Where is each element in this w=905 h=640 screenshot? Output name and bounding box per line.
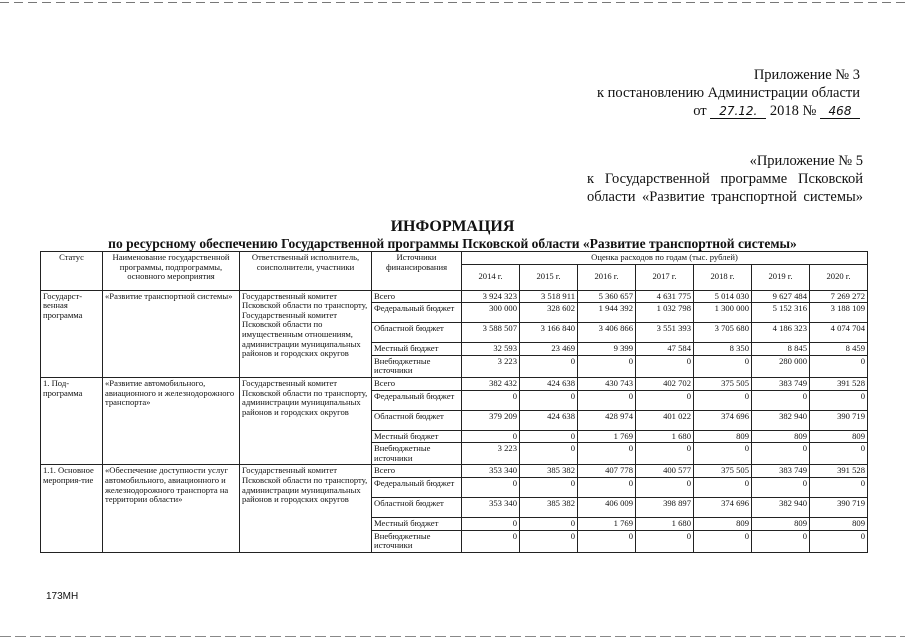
value-cell: 407 778 [578,465,636,478]
value-cell: 0 [694,530,752,552]
value-cell: 9 627 484 [752,290,810,303]
value-cell: 3 924 323 [462,290,520,303]
value-cell: 430 743 [578,377,636,390]
source-cell: Местный бюджет [372,517,462,530]
date-prefix: от [693,103,707,119]
value-cell: 398 897 [636,497,694,517]
value-cell: 0 [810,390,868,410]
value-cell: 0 [462,530,520,552]
value-cell: 809 [752,430,810,443]
value-cell: 4 186 323 [752,323,810,343]
appendix-date-line [540,102,860,120]
value-cell: 382 432 [462,377,520,390]
document-title: ИНФОРМАЦИЯ [390,218,515,235]
value-cell: 0 [578,390,636,410]
value-cell: 1 769 [578,430,636,443]
value-cell: 3 551 393 [636,323,694,343]
source-cell: Местный бюджет [372,343,462,356]
table-row [41,290,868,303]
appendix5-title: «Приложение № 5 [749,153,863,169]
scan-edge-bottom [0,636,905,637]
value-cell: 424 638 [520,410,578,430]
value-cell: 383 749 [752,465,810,478]
source-cell: Федеральный бюджет [372,303,462,323]
value-cell: 374 696 [694,410,752,430]
value-cell: 383 749 [752,377,810,390]
year-header: 2015 г. [520,264,578,290]
value-cell: 7 269 272 [810,290,868,303]
value-cell: 32 593 [462,343,520,356]
source-cell: Внебюджетные источники [372,530,462,552]
value-cell: 809 [752,517,810,530]
value-cell: 47 584 [636,343,694,356]
value-cell: 382 940 [752,410,810,430]
value-cell: 1 032 798 [636,303,694,323]
value-cell: 809 [810,517,868,530]
source-cell: Всего [372,290,462,303]
value-cell: 0 [520,517,578,530]
value-cell: 5 152 316 [752,303,810,323]
table-row [41,465,868,478]
value-cell: 3 223 [462,443,520,465]
year-header: 2020 г. [810,264,868,290]
value-cell: 1 944 392 [578,303,636,323]
value-cell: 385 382 [520,497,578,517]
value-cell: 4 631 775 [636,290,694,303]
value-cell: 3 705 680 [694,323,752,343]
value-cell: 328 602 [520,303,578,323]
value-cell: 0 [636,530,694,552]
scan-edge-top [0,2,905,3]
value-cell: 3 188 109 [810,303,868,323]
source-cell: Областной бюджет [372,497,462,517]
source-cell: Областной бюджет [372,323,462,343]
value-cell: 424 638 [520,377,578,390]
header-sources: Источники финансирования [372,252,462,291]
value-cell: 809 [694,430,752,443]
value-cell: 0 [694,477,752,497]
value-cell: 0 [578,477,636,497]
program-name-cell: «Обеспечение доступности услуг автомобильного, авиационного и железнодорожного транспорта на территории области» [103,465,240,552]
value-cell: 3 518 911 [520,290,578,303]
value-cell: 3 406 866 [578,323,636,343]
value-cell: 0 [752,390,810,410]
value-cell: 0 [694,355,752,377]
source-cell: Всего [372,377,462,390]
year-header: 2018 г. [694,264,752,290]
value-cell: 0 [520,443,578,465]
appendix-header [540,66,860,120]
program-name-cell: «Развитие автомобильного, авиационного и железнодорожного транспорта» [103,377,240,464]
source-cell: Федеральный бюджет [372,477,462,497]
value-cell: 375 505 [694,377,752,390]
value-cell: 5 360 657 [578,290,636,303]
value-cell: 385 382 [520,465,578,478]
value-cell: 0 [694,443,752,465]
responsible-cell: Государственный комитет Псковской области по транспорту, администрации муниципальных районов и городских округов [240,377,372,464]
value-cell: 1 300 000 [694,303,752,323]
value-cell: 4 074 704 [810,323,868,343]
value-cell: 401 022 [636,410,694,430]
appendix-resolution: к постановлению Администрации области [596,85,860,101]
table-row [41,377,868,390]
source-cell: Областной бюджет [372,410,462,430]
value-cell: 1 680 [636,430,694,443]
responsible-cell: Государственный комитет Псковской области по транспорту, администрации муниципальных районов и городских округов [240,465,372,552]
value-cell: 0 [810,530,868,552]
value-cell: 402 702 [636,377,694,390]
value-cell: 3 166 840 [520,323,578,343]
value-cell: 0 [462,430,520,443]
value-cell: 0 [520,530,578,552]
year-header: 2019 г. [752,264,810,290]
source-cell: Внебюджетные источники [372,355,462,377]
value-cell: 280 000 [752,355,810,377]
program-name-cell: «Развитие транспортной системы» [103,290,240,377]
source-cell: Федеральный бюджет [372,390,462,410]
value-cell: 390 719 [810,497,868,517]
value-cell: 0 [810,443,868,465]
value-cell: 0 [636,477,694,497]
header-estimate: Оценка расходов по годам (тыс. рублей) [462,252,868,265]
appendix5-line2: к Государственной программе Псковской [587,171,863,187]
handwritten-date: 27.12. [710,105,766,119]
value-cell: 390 719 [810,410,868,430]
header-status: Статус [41,252,103,291]
value-cell: 0 [520,430,578,443]
header-responsible: Ответственный исполнитель, соисполнители, участники [240,252,372,291]
value-cell: 1 680 [636,517,694,530]
value-cell: 0 [752,443,810,465]
value-cell: 0 [578,443,636,465]
value-cell: 0 [462,477,520,497]
year-header: 2014 г. [462,264,520,290]
value-cell: 0 [520,390,578,410]
appendix5-line3: области «Развитие транспортной системы» [587,189,863,205]
value-cell: 400 577 [636,465,694,478]
value-cell: 353 340 [462,497,520,517]
value-cell: 5 014 030 [694,290,752,303]
value-cell: 8 845 [752,343,810,356]
value-cell: 0 [520,355,578,377]
value-cell: 8 459 [810,343,868,356]
status-cell: 1.1. Основное мероприя-тие [41,465,103,552]
year-header: 2017 г. [636,264,694,290]
value-cell: 0 [694,390,752,410]
value-cell: 1 769 [578,517,636,530]
value-cell: 353 340 [462,465,520,478]
document-subtitle: по ресурсному обеспечению Государственной программы Псковской области «Развитие транспортной системы» [108,236,797,251]
responsible-cell: Государственный комитет Псковской области по транспорту, Государственный комитет Псковской области по имущественным отношениям, администрации муниципальных районов и городских округов [240,290,372,377]
value-cell: 379 209 [462,410,520,430]
resource-table [40,251,868,553]
value-cell: 0 [462,517,520,530]
value-cell: 0 [636,443,694,465]
value-cell: 374 696 [694,497,752,517]
status-cell: Государст-венная программа [41,290,103,377]
appendix-title: Приложение № 3 [753,67,860,83]
value-cell: 300 000 [462,303,520,323]
value-cell: 809 [810,430,868,443]
value-cell: 0 [520,477,578,497]
value-cell: 382 940 [752,497,810,517]
year-header: 2016 г. [578,264,636,290]
source-cell: Всего [372,465,462,478]
value-cell: 406 009 [578,497,636,517]
appendix5-header [587,152,863,206]
source-cell: Внебюджетные источники [372,443,462,465]
value-cell: 0 [752,530,810,552]
value-cell: 8 350 [694,343,752,356]
status-cell: 1. Под-программа [41,377,103,464]
source-cell: Местный бюджет [372,430,462,443]
value-cell: 391 528 [810,377,868,390]
value-cell: 0 [578,530,636,552]
handwritten-number: 468 [820,105,860,119]
value-cell: 375 505 [694,465,752,478]
value-cell: 9 399 [578,343,636,356]
value-cell: 0 [462,390,520,410]
value-cell: 0 [752,477,810,497]
header-name: Наименование государственной программы, подпрограммы, основного мероприятия [103,252,240,291]
value-cell: 0 [636,390,694,410]
value-cell: 0 [810,477,868,497]
value-cell: 0 [810,355,868,377]
value-cell: 391 528 [810,465,868,478]
value-cell: 809 [694,517,752,530]
value-cell: 0 [636,355,694,377]
value-cell: 3 223 [462,355,520,377]
value-cell: 0 [578,355,636,377]
value-cell: 23 469 [520,343,578,356]
footer-code: 173МН [46,591,79,602]
value-cell: 3 588 507 [462,323,520,343]
value-cell: 428 974 [578,410,636,430]
date-year: 2018 № [769,103,817,119]
